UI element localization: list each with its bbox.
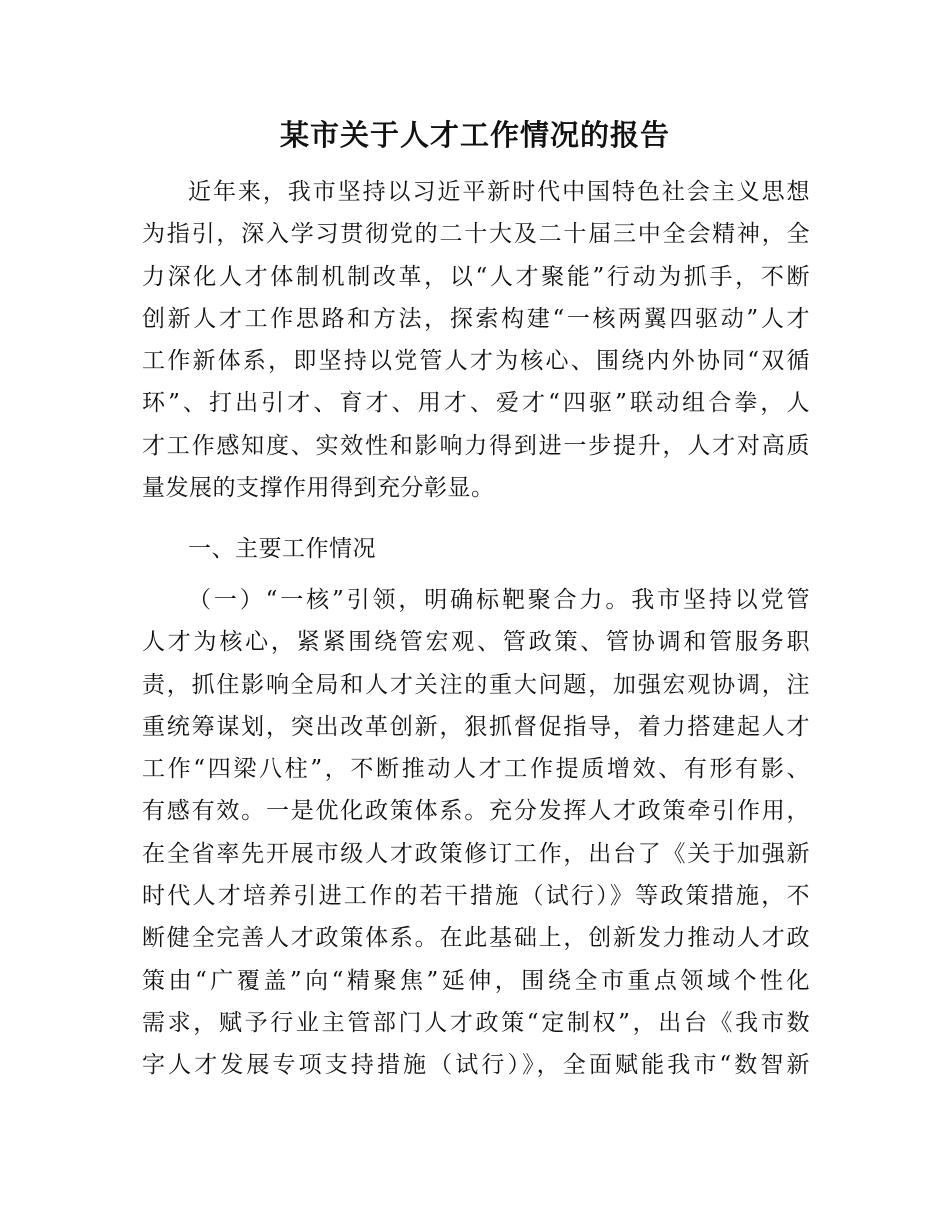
paragraph-line: 在全省率先开展市级人才政策修订工作，出台了《关于加强新: [142, 840, 810, 867]
paragraph-line: 人才为核心，紧紧围绕管宏观、管政策、管协调和管服务职: [142, 629, 810, 656]
paragraph-line: 为指引，深入学习贯彻党的二十大及二十届三中全会精神，全: [142, 221, 810, 248]
intro-paragraph: [142, 171, 810, 509]
paragraph-line: 工作新体系，即坚持以党管人才为核心、围绕内外协同“双循: [142, 348, 810, 375]
paragraph-line: 时代人才培养引进工作的若干措施（试行）》等政策措施，不: [142, 883, 810, 910]
paragraph-line: 才工作感知度、实效性和影响力得到进一步提升，人才对高质: [142, 432, 810, 459]
paragraph-line: 力深化人才体制机制改革，以“人才聚能”行动为抓手，不断: [142, 263, 810, 290]
paragraph-line: 需求，赋予行业主管部门人才政策“定制权”，出台《我市数: [142, 1009, 810, 1036]
paragraph-line: 断健全完善人才政策体系。在此基础上，创新发力推动人才政: [142, 925, 810, 952]
section-heading: [142, 528, 810, 570]
document-title: 某市关于人才工作情况的报告: [279, 118, 670, 152]
paragraph-line: 字人才发展专项支持措施（试行）》，全面赋能我市“数智新: [142, 1052, 810, 1079]
paragraph-line: （一）“一核”引领，明确标靶聚合力。我市坚持以党管: [188, 587, 810, 613]
paragraph-line: 量发展的支撑作用得到充分彰显。: [142, 475, 495, 502]
section-heading-text: 一、主要工作情况: [188, 536, 376, 562]
paragraph-line: 重统筹谋划，突出改革创新，狠抓督促指导，着力搭建起人才: [142, 713, 810, 740]
paragraph-line: 策由“广覆盖”向“精聚焦”延伸，围绕全市重点领域个性化: [142, 967, 810, 994]
paragraph-line: 环”、打出引才、育才、用才、爱才“四驱”联动组合拳，人: [142, 390, 810, 417]
paragraph-line: 创新人才工作思路和方法，探索构建“一核两翼四驱动”人才: [142, 305, 810, 332]
section-paragraph: [142, 579, 810, 1087]
paragraph-line: 工作“四梁八柱”，不断推动人才工作提质增效、有形有影、: [142, 756, 810, 783]
paragraph-line: 责，抓住影响全局和人才关注的重大问题，加强宏观协调，注: [142, 671, 810, 698]
paragraph-line: 近年来，我市坚持以习近平新时代中国特色社会主义思想: [188, 179, 810, 205]
paragraph-line: 有感有效。一是优化政策体系。充分发挥人才政策牵引作用，: [142, 798, 810, 825]
